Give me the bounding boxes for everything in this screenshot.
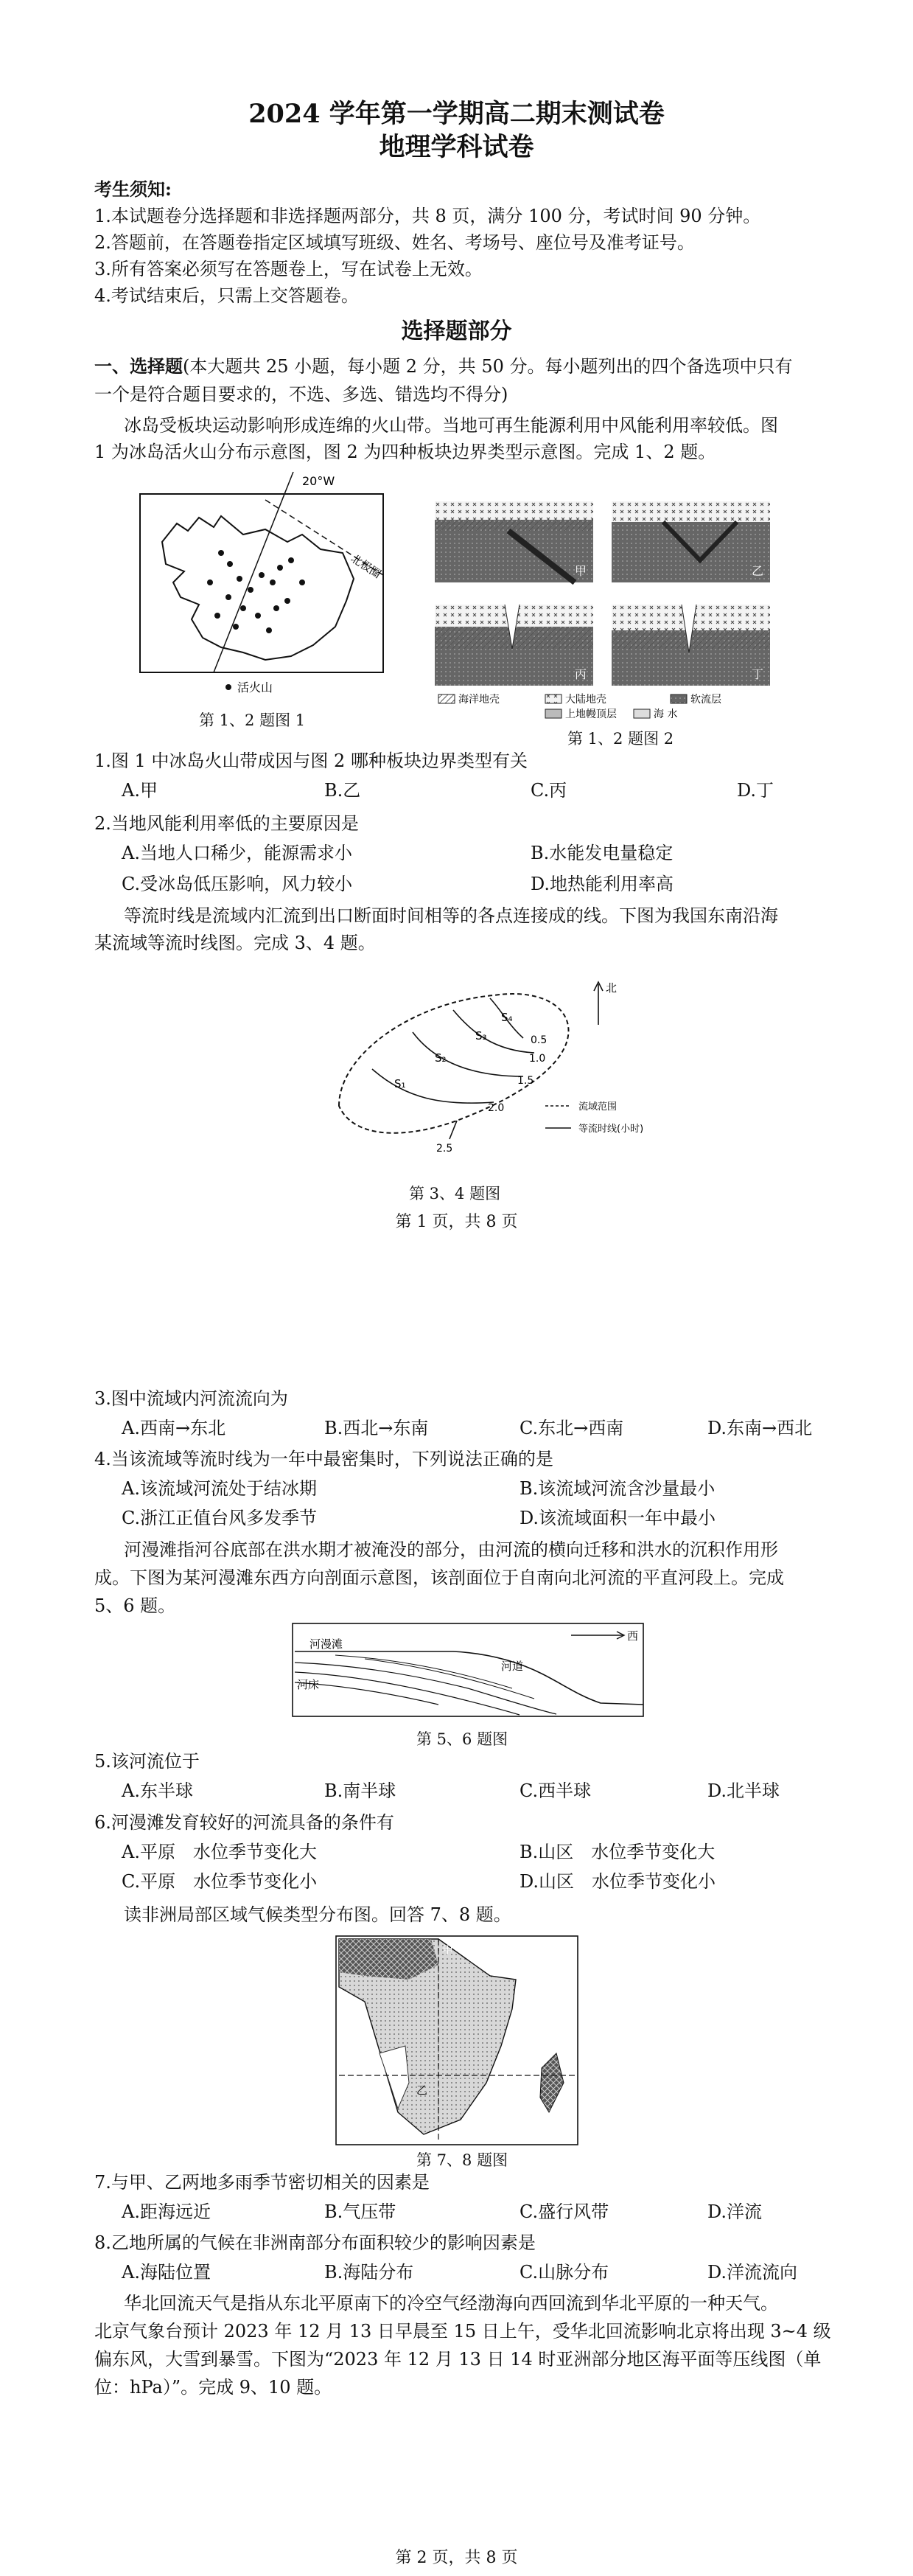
option: B.该流域河流含沙量最小: [520, 1478, 716, 1499]
option: A.该流域河流处于结冰期: [122, 1478, 317, 1499]
page-footer: 第 1 页，共 8 页: [395, 1213, 518, 1231]
region-label-b: 乙: [416, 2084, 428, 2097]
fig56-caption: 第 5、6 题图: [416, 1730, 508, 1748]
intro-paragraph: 北京气象台预计 2023 年 12 月 13 日早晨至 15 日上午，受华北回流影响北京将出现 3~4 级: [94, 2321, 831, 2342]
legend-item: 上地幔顶层: [565, 709, 617, 720]
option: A.距海远近: [122, 2201, 211, 2222]
option: D.洋流流向: [707, 2262, 798, 2283]
option: D.洋流: [707, 2201, 763, 2222]
zone-label: S₂: [435, 1051, 447, 1065]
intro-paragraph: 冰岛受板块运动影响形成连绵的火山带。当地可再生能源利用中风能利用率较低。图: [124, 415, 778, 436]
part1-rule-1: (本大题共 25 小题，每小题 2 分，共 50 分。每小题列出的四个备选项中只有: [183, 356, 793, 377]
isochrone-value: 0.5: [531, 1034, 548, 1046]
option: D.北半球: [707, 1780, 780, 1801]
page-footer: 第 2 页，共 8 页: [395, 2549, 518, 2567]
option: A.当地人口稀少，能源需求小: [122, 843, 352, 863]
question-stem: 3.图中流域内河流流向为: [94, 1388, 288, 1409]
fig78-caption: 第 7、8 题图: [416, 2151, 508, 2169]
question-stem: 1.图 1 中冰岛火山带成因与图 2 哪种板块边界类型有关: [94, 751, 528, 771]
legend-item: 等流时线(小时): [578, 1124, 644, 1135]
legend-item: 海 水: [654, 709, 678, 720]
question-stem: 4.当该流域等流时线为一年中最密集时，下列说法正确的是: [94, 1449, 553, 1469]
notice-item: 3.所有答案必须写在答题卷上，写在试卷上无效。: [94, 259, 483, 279]
zone-label: S₁: [394, 1077, 406, 1090]
question-stem: 6.河漫滩发育较好的河流具备的条件有: [94, 1812, 394, 1833]
intro-paragraph: 等流时线是流域内汇流到出口断面时间相等的各点连接成的线。下图为我国东南沿海: [124, 905, 778, 926]
panel-label: 甲: [575, 564, 587, 578]
option: C.山脉分布: [520, 2262, 609, 2283]
exam-title: 2024 学年第一学期高二期末测试卷: [248, 99, 665, 129]
notice-item: 1.本试题卷分选择题和非选择题两部分，共 8 页，满分 100 分，考试时间 90 分钟。: [94, 206, 761, 226]
region-label-a: 甲: [442, 1943, 454, 1957]
isochrone-value: 1.5: [517, 1075, 534, 1087]
legend-item: 流域范围: [578, 1101, 618, 1113]
option: B.山区 水位季节变化大: [520, 1842, 716, 1862]
question-stem: 5.该河流位于: [94, 1751, 200, 1772]
option: A.东半球: [122, 1780, 193, 1801]
panel-label: 乙: [752, 564, 764, 578]
riverbed-label: 河床: [297, 1678, 320, 1691]
option: D.山区 水位季节变化小: [520, 1871, 716, 1892]
question-stem: 7.与甲、乙两地多雨季节密切相关的因素是: [94, 2172, 430, 2193]
option: C.丙: [531, 780, 567, 801]
fig34-caption: 第 3、4 题图: [409, 1185, 501, 1202]
intro-paragraph: 读非洲局部区域气候类型分布图。回答 7、8 题。: [124, 1904, 511, 1925]
intro-paragraph: 偏东风，大雪到暴雪。下图为“2023 年 12 月 13 日 14 时亚洲部分地区海平面等压线图（单: [94, 2349, 822, 2370]
zone-label: S₃: [475, 1029, 487, 1042]
option: C.平原 水位季节变化小: [122, 1871, 318, 1892]
question-stem: 8.乙地所属的气候在非洲南部分布面积较少的影响因素是: [94, 2232, 536, 2253]
floodplain-profile: [291, 1622, 645, 1718]
option: D.丁: [737, 780, 774, 801]
option: D.地热能利用率高: [531, 874, 674, 894]
isochrone-map: [324, 981, 648, 1180]
option: A.平原 水位季节变化大: [122, 1842, 317, 1862]
floodplain-label: 河漫滩: [309, 1637, 343, 1651]
intro-paragraph: 成。下图为某河漫滩东西方向剖面示意图，该剖面位于自南向北河流的平直河段上。完成: [94, 1567, 784, 1588]
north-arrow-label: 北: [606, 981, 618, 995]
option: A.海陆位置: [122, 2262, 211, 2283]
exam-subject: 地理学科试卷: [379, 132, 534, 162]
option: A.西南→东北: [122, 1418, 226, 1438]
volcano-legend: 活火山: [237, 680, 273, 695]
intro-paragraph: 位：hPa）”。完成 9、10 题。: [94, 2377, 332, 2398]
option: B.水能发电量稳定: [531, 843, 674, 863]
option: C.浙江正值台风多发季节: [122, 1508, 318, 1528]
west-label: 西: [627, 1629, 639, 1643]
option: C.盛行风带: [520, 2201, 609, 2222]
page-2: [0, 1342, 913, 2576]
notice-item: 4.考试结束后，只需上交答题卷。: [94, 285, 359, 306]
notice-item: 2.答题前，在答题卷指定区域填写班级、姓名、考场号、座位号及准考证号。: [94, 232, 695, 253]
part1-rule-2: 一个是符合题目要求的，不选、多选、错选均不得分): [94, 384, 508, 405]
isochrone-value: 1.0: [529, 1053, 546, 1065]
option: B.乙: [324, 780, 361, 801]
isochrone-value: 2.0: [488, 1102, 505, 1114]
legend-item: 海洋地壳: [458, 694, 500, 706]
part1-rule: [94, 354, 792, 379]
option: B.气压带: [324, 2201, 396, 2222]
africa-climate-map: [335, 1935, 578, 2145]
fig2-caption: 第 1、2 题图 2: [567, 730, 674, 748]
intro-paragraph: 某流域等流时线图。完成 3、4 题。: [94, 933, 376, 953]
legend-item: 大陆地壳: [565, 694, 606, 706]
channel-label: 河道: [501, 1660, 524, 1673]
option: C.西半球: [520, 1780, 592, 1801]
arctic-circle-label: 北极圈: [348, 551, 384, 581]
option: C.受冰岛低压影响，风力较小: [122, 874, 353, 894]
zone-label: S₄: [501, 1011, 513, 1024]
option: B.海陆分布: [324, 2262, 414, 2283]
option: A.甲: [122, 780, 158, 801]
question-stem: 2.当地风能利用率低的主要原因是: [94, 813, 359, 834]
section-title: 选择题部分: [401, 318, 512, 344]
isochrone-value: 2.5: [436, 1143, 453, 1155]
legend-item: 软流层: [690, 694, 721, 706]
intro-paragraph: 河漫滩指河谷底部在洪水期才被淹没的部分，由河流的横向迁移和洪水的沉积作用形: [124, 1539, 778, 1560]
longitude-label: 20°W: [302, 474, 335, 488]
intro-paragraph: 1 为冰岛活火山分布示意图，图 2 为四种板块边界类型示意图。完成 1、2 题。: [94, 442, 716, 462]
part1-lead: 一、选择题: [94, 355, 183, 377]
iceland-volcano-map: [133, 472, 398, 700]
panel-label: 丁: [752, 667, 764, 681]
notice-heading: 考生须知:: [94, 178, 172, 200]
page-1: [0, 0, 913, 1239]
intro-paragraph: 5、6 题。: [94, 1595, 176, 1616]
panel-label: 丙: [575, 667, 587, 681]
option: D.该流域面积一年中最小: [520, 1508, 716, 1528]
option: D.东南→西北: [707, 1418, 813, 1438]
option: B.西北→东南: [324, 1418, 429, 1438]
option: B.南半球: [324, 1780, 396, 1801]
intro-paragraph: 华北回流天气是指从东北平原南下的冷空气经渤海向西回流到华北平原的一种天气。: [124, 2293, 778, 2314]
option: C.东北→西南: [520, 1418, 624, 1438]
plate-boundary-diagram: [435, 501, 788, 723]
fig1-caption: 第 1、2 题图 1: [199, 711, 306, 729]
